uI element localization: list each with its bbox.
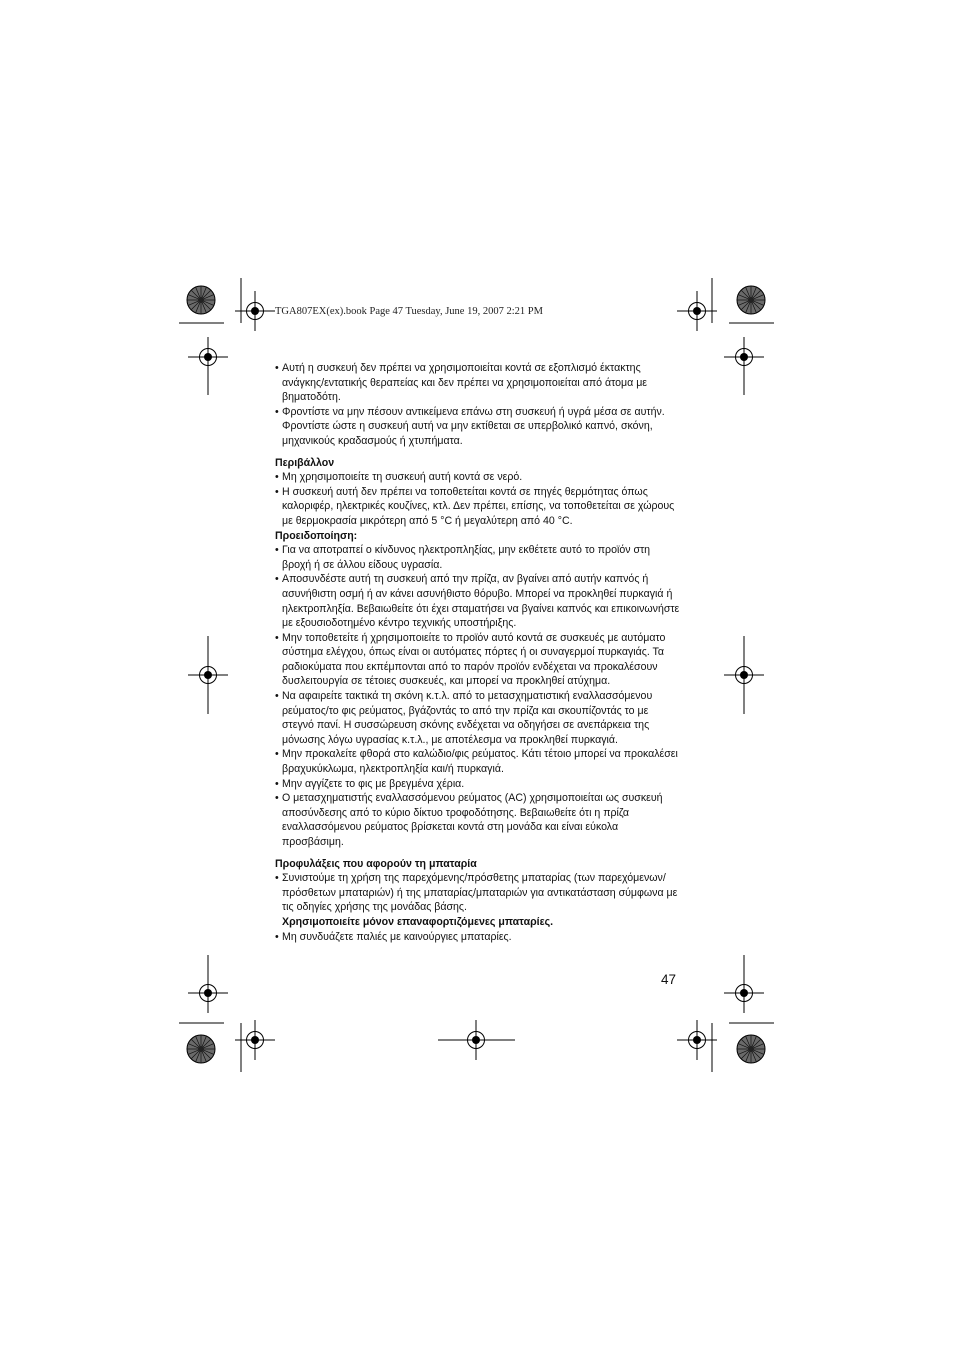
crosshair-bottom-left-a <box>188 973 228 1013</box>
crosshair-middle-left <box>188 655 228 695</box>
list-item-text: Συνιστούμε τη χρήση της παρεχόμενης/πρόσθετης μπαταρίας (των παρεχόμενων/πρόσθετων μπαταριών) ή της μπαταρίας/μπαταριών για αντικατάσταση σύμφωνα με τις οδηγίες χρήσης της μονάδας βάσης. <box>282 872 678 914</box>
bullet-list <box>275 543 681 849</box>
bullet-list <box>275 871 681 944</box>
registration-star-bottom-right <box>737 1035 765 1063</box>
crosshair-middle-right <box>724 655 764 695</box>
section-heading: Προφυλάξεις που αφορούν τη μπαταρία <box>275 857 477 870</box>
crosshair-top-right-b <box>724 337 764 377</box>
list-item: • Η συσκευή αυτή δεν πρέπει να τοποθετείται κοντά σε πηγές θερμότητας όπως καλοριφέρ, ηλεκτρικές κουζίνες, κτλ. Δεν πρέπει, επίσης, να τοποθετείται σε χώρους με θερμοκρασία μικρότερη από 5 °C ή μεγαλύτερη από 40 °C. <box>275 485 681 529</box>
rechargeable-batteries-note: Χρησιμοποιείτε μόνον επαναφορτιζόμενες μπαταρίες. <box>282 915 554 928</box>
bullet-list <box>275 361 681 449</box>
crosshair-bottom-right-b <box>677 1020 717 1060</box>
list-item: • Μην τοποθετείτε ή χρησιμοποιείτε το προϊόν αυτό κοντά σε συσκευές με αυτόματο σύστημα ελέγχου, όπως είναι οι αυτόματες πόρτες ή οι συναγερμοί πυρκαγιάς. Τα ραδιοκύματα που εκπέμπονται από το παρόν προϊόν ενδέχεται να προκαλέσουν δυσλειτουργία σε τέτοιες συσκευές, και μπορεί να προκληθεί ατύχημα. <box>275 631 681 689</box>
registration-star-top-right <box>737 286 765 314</box>
section-environment <box>275 456 681 529</box>
bullet-list <box>275 470 681 528</box>
list-item: • Αποσυνδέστε αυτή τη συσκευή από την πρίζα, αν βγαίνει από αυτήν καπνός ή ασυνήθιστη οσμή ή αν κάνει ασυνήθιστο θόρυβο. Μπορεί να προκληθεί πυρκαγιά ή ηλεκτροπληξία. Βεβαιωθείτε ότι έχει σταματήσει να βγαίνει καπνός και επικοινωνήστε με εξουσιοδοτημένο κέντρο τεχνικής υποστήριξης. <box>275 572 681 630</box>
document-body <box>275 361 681 944</box>
section-heading: Περιβάλλον <box>275 456 335 469</box>
crosshair-top-left-b <box>188 337 228 377</box>
list-item: • Μη χρησιμοποιείτε τη συσκευή αυτή κοντά σε νερό. <box>275 470 681 485</box>
list-item: • Φροντίστε να μην πέσουν αντικείμενα επάνω στη συσκευή ή υγρά μέσα σε αυτήν. Φροντίστε ώστε η συσκευή αυτή να μην εκτίθεται σε υπερβολικό καπνό, σκόνη, μηχανικούς κραδασμούς ή χτυπήματα. <box>275 405 681 449</box>
list-item <box>275 871 681 929</box>
crosshair-bottom-center <box>456 1020 496 1060</box>
page-number: 47 <box>661 972 677 987</box>
list-item: • Αυτή η συσκευή δεν πρέπει να χρησιμοποιείται κοντά σε εξοπλισμό έκτακτης ανάγκης/εντατικής θεραπείας και δεν πρέπει να χρησιμοποιείται από άτομα με βηματοδότη. <box>275 361 681 405</box>
list-item: • Να αφαιρείτε τακτικά τη σκόνη κ.τ.λ. από το μετασχηματιστική εναλλασσόμενου ρεύματος/το φις ρεύματος, βγάζοντάς το από την πρίζα και σκουπίζοντάς το με στεγνό πανί. Η συσσώρευση σκόνης ενδέχεται να οδηγήσει σε ανεπάρκεια της μόνωσης λόγω υγρασίας κ.τ.λ., με αποτέλεσμα να προκληθεί πυρκαγιά. <box>275 689 681 747</box>
list-item: • Μην αγγίζετε το φις με βρεγμένα χέρια. <box>275 777 681 792</box>
list-item: • Ο μετασχηματιστής εναλλασσόμενου ρεύματος (AC) χρησιμοποιείται ως συσκευή αποσύνδεσης από το κύριο δίκτυο τροφοδότησης. Βεβαιωθείτε ότι η πρίζα εναλλασσόμενου ρεύματος βρίσκεται κοντά στη μονάδα και είναι εύκολα προσβάσιμη. <box>275 791 681 849</box>
book-info-header: TGA807EX(ex).book Page 47 Tuesday, June 19, 2007 2:21 PM <box>275 306 543 317</box>
section-general-safety <box>275 361 681 449</box>
section-battery-precautions <box>275 857 681 945</box>
list-item: • Μη συνδυάζετε παλιές με καινούργιες μπαταρίες. <box>275 930 681 945</box>
list-item: • Μην προκαλείτε φθορά στο καλώδιο/φις ρεύματος. Κάτι τέτοιο μπορεί να προκαλέσει βραχυκύκλωμα, ηλεκτροπληξία και/ή πυρκαγιά. <box>275 747 681 776</box>
list-item: • Για να αποτραπεί ο κίνδυνος ηλεκτροπληξίας, μην εκθέτετε αυτό το προϊόν στη βροχή ή σε άλλου είδους υγρασία. <box>275 543 681 572</box>
registration-star-top-left <box>187 286 215 314</box>
section-warning <box>275 529 681 850</box>
section-heading: Προειδοποίηση: <box>275 529 358 542</box>
crosshair-bottom-right-a <box>724 973 764 1013</box>
registration-star-bottom-left <box>187 1035 215 1063</box>
